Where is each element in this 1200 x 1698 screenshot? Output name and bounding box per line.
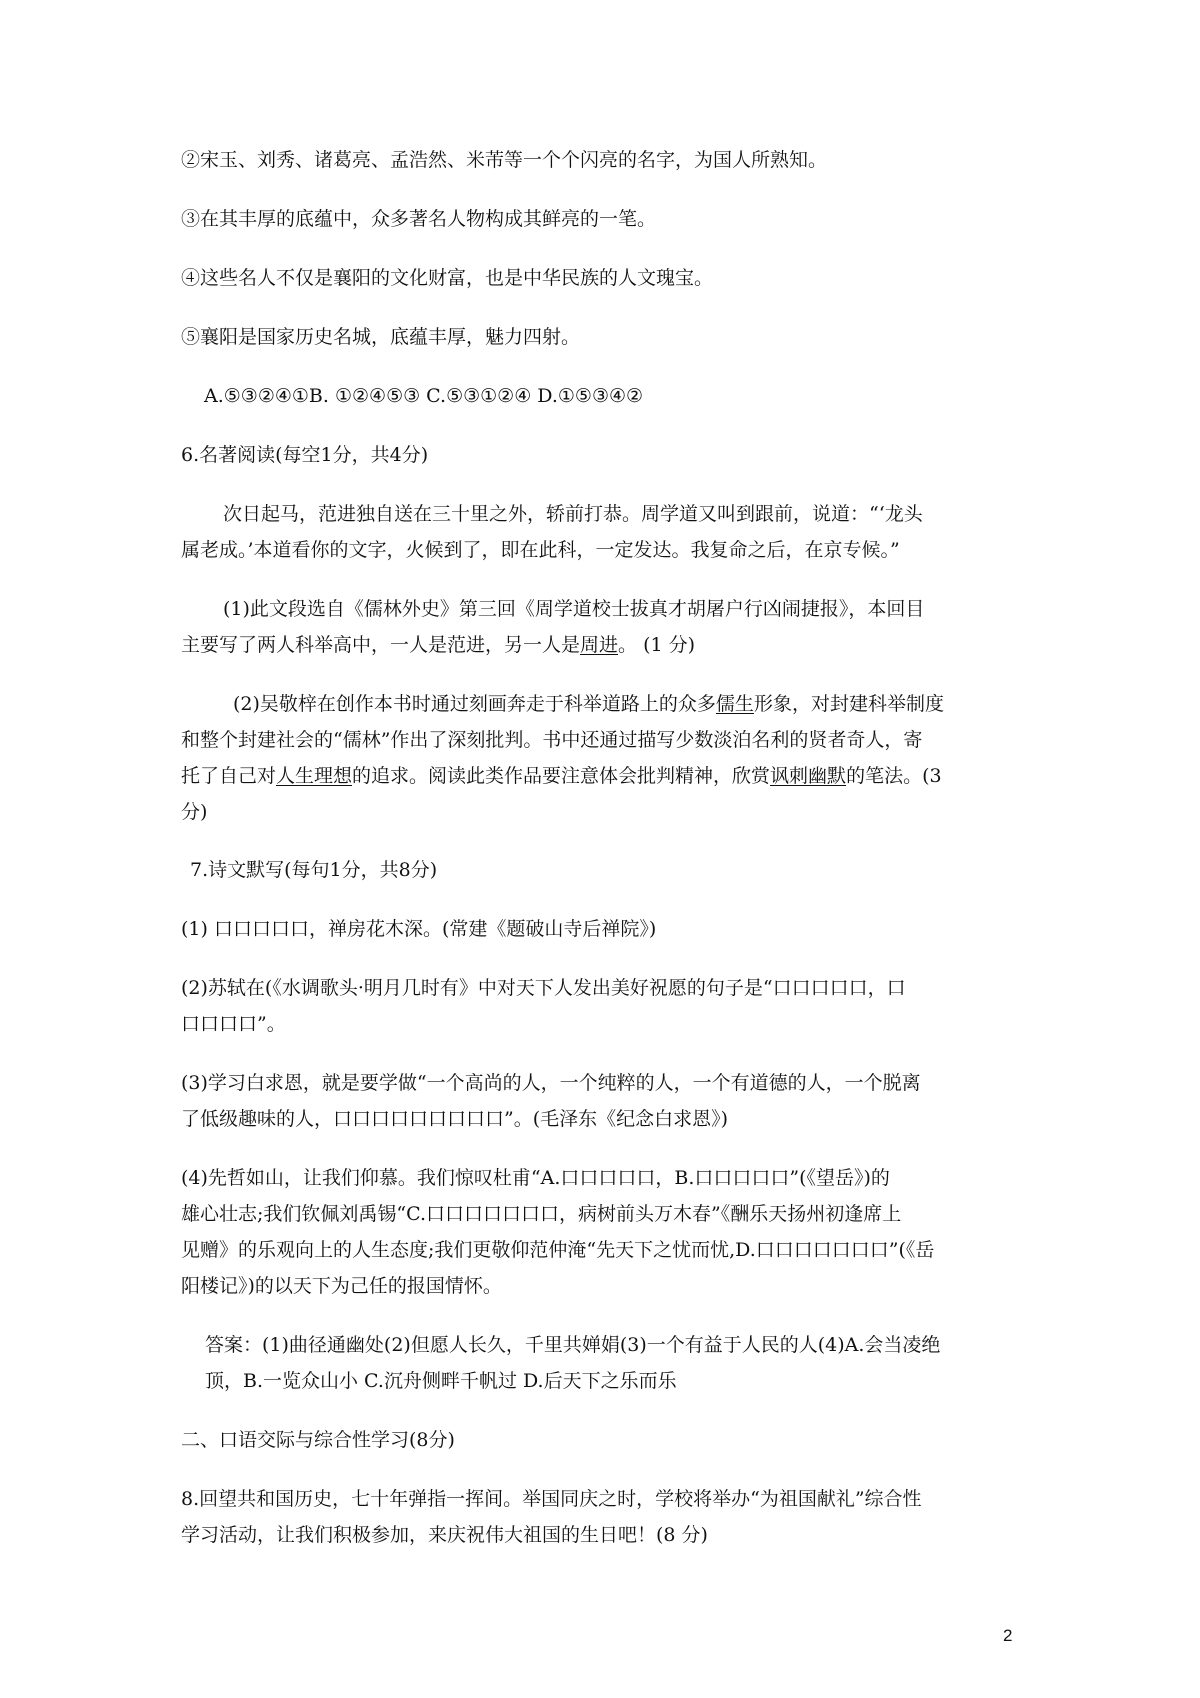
q7-part2-line-2: 口口口口”。 bbox=[181, 1013, 286, 1035]
q7-part3-line-1: (3)学习白求恩，就是要学做“一个高尚的人，一个纯粹的人，一个有道德的人，一个脱离 bbox=[181, 1072, 921, 1094]
q6-passage-line-2: 属老成。’本道看你的文字，火候到了，即在此科，一定发达。我复命之后，在京专候。” bbox=[181, 539, 900, 561]
q6-answer-blank: 周进 bbox=[580, 634, 619, 656]
q6-part2-text: 的追求。阅读此类作品要注意体会批判精神，欣赏 bbox=[352, 765, 771, 787]
q7-part4-line-2: 雄心壮志;我们钦佩刘禹锡“C.口口口口口口口，病树前头万木春”《酬乐天扬州初逢席上 bbox=[181, 1203, 902, 1225]
q6-part2-line-4: 分) bbox=[181, 801, 208, 823]
q6-heading: 6.名著阅读(每空1分，共4分) bbox=[181, 444, 429, 466]
q6-part1-line-2 bbox=[181, 627, 695, 663]
q6-part1-score: 。 (1 分) bbox=[618, 634, 696, 656]
q8-line-2: 学习活动，让我们积极参加，来庆祝伟大祖国的生日吧！(8 分) bbox=[181, 1524, 708, 1546]
q7-part4-line-4: 阳楼记》)的以天下为己任的报国情怀。 bbox=[181, 1275, 502, 1297]
q6-part2-line-2: 和整个封建社会的“儒林”作出了深刻批判。书中还通过描写少数淡泊名利的贤者奇人，寄 bbox=[181, 729, 923, 751]
q6-part1-text: 主要写了两人科举高中，一人是范进，另一人是 bbox=[181, 634, 581, 656]
item-5: ⑤襄阳是国家历史名城，底蕴丰厚，魅力四射。 bbox=[181, 326, 581, 348]
q7-part1: (1) 口口口口口，禅房花木深。(常建《题破山寺后禅院》) bbox=[181, 918, 657, 940]
q6-part2-text: 形象，对封建科举制度 bbox=[753, 693, 944, 715]
page-number: 2 bbox=[1003, 1626, 1013, 1645]
q6-answer-blank: 儒生 bbox=[715, 693, 754, 715]
item-4: ④这些名人不仅是襄阳的文化财富，也是中华民族的人文瑰宝。 bbox=[181, 267, 714, 289]
item-3: ③在其丰厚的底蕴中，众多著名人物构成其鲜亮的一笔。 bbox=[181, 208, 657, 230]
q7-part4-line-3: 见赠》的乐观向上的人生态度;我们更敬仰范仲淹“先天下之忧而忧,D.口口口口口口口”(《岳 bbox=[181, 1239, 935, 1261]
q6-passage-line-1: 次日起马，范进独自送在三十里之外，轿前打恭。周学道又叫到跟前，说道：“‘龙头 bbox=[223, 503, 923, 525]
q6-part2-text: 的笔法。(3 bbox=[846, 765, 942, 787]
q7-answer-line-2: 顶，B.一览众山小 C.沉舟侧畔千帆过 D.后天下之乐而乐 bbox=[205, 1370, 677, 1392]
q6-part2-text: (2)吴敬梓在创作本书时通过刻画奔走于科举道路上的众多 bbox=[233, 693, 716, 715]
q6-part1-line-1: (1)此文段选自《儒林外史》第三回《周学道校士拔真才胡屠户行凶闹捷报》，本回目 bbox=[223, 598, 925, 620]
q7-part2-line-1: (2)苏轼在(《水调歌头·明月几时有》中对天下人发出美好祝愿的句子是“口口口口口，口 bbox=[181, 977, 906, 999]
q6-part2-line-1 bbox=[233, 686, 944, 722]
q6-part2-text: 托了自己对 bbox=[181, 765, 277, 787]
q7-heading: 7.诗文默写(每句1分，共8分) bbox=[190, 859, 438, 881]
q7-part3-line-2: 了低级趣味的人，口口口口口口口口口”。(毛泽东《纪念白求恩》) bbox=[181, 1108, 729, 1130]
q6-part2-line-3 bbox=[181, 758, 942, 794]
q6-answer-blank: 人生理想 bbox=[276, 765, 353, 787]
section-2-heading: 二、口语交际与综合性学习(8分) bbox=[181, 1429, 455, 1451]
q7-answer-line-1: 答案：(1)曲径通幽处(2)但愿人长久，千里共婵娟(3)一个有益于人民的人(4)A.会当凌绝 bbox=[205, 1334, 941, 1356]
q8-line-1: 8.回望共和国历史，七十年弹指一挥间。举国同庆之时，学校将举办“为祖国献礼”综合性 bbox=[181, 1488, 922, 1510]
q6-answer-blank: 讽刺幽默 bbox=[770, 765, 847, 787]
answer-options: A.⑤③②④①B. ①②④⑤③ C.⑤③①②④ D.①⑤③④② bbox=[204, 385, 644, 407]
item-2: ②宋玉、刘秀、诸葛亮、孟浩然、米芾等一个个闪亮的名字，为国人所熟知。 bbox=[181, 149, 828, 171]
q7-part4-line-1: (4)先哲如山，让我们仰慕。我们惊叹杜甫“A.口口口口口，B.口口口口口”(《望岳》)的 bbox=[181, 1167, 890, 1189]
